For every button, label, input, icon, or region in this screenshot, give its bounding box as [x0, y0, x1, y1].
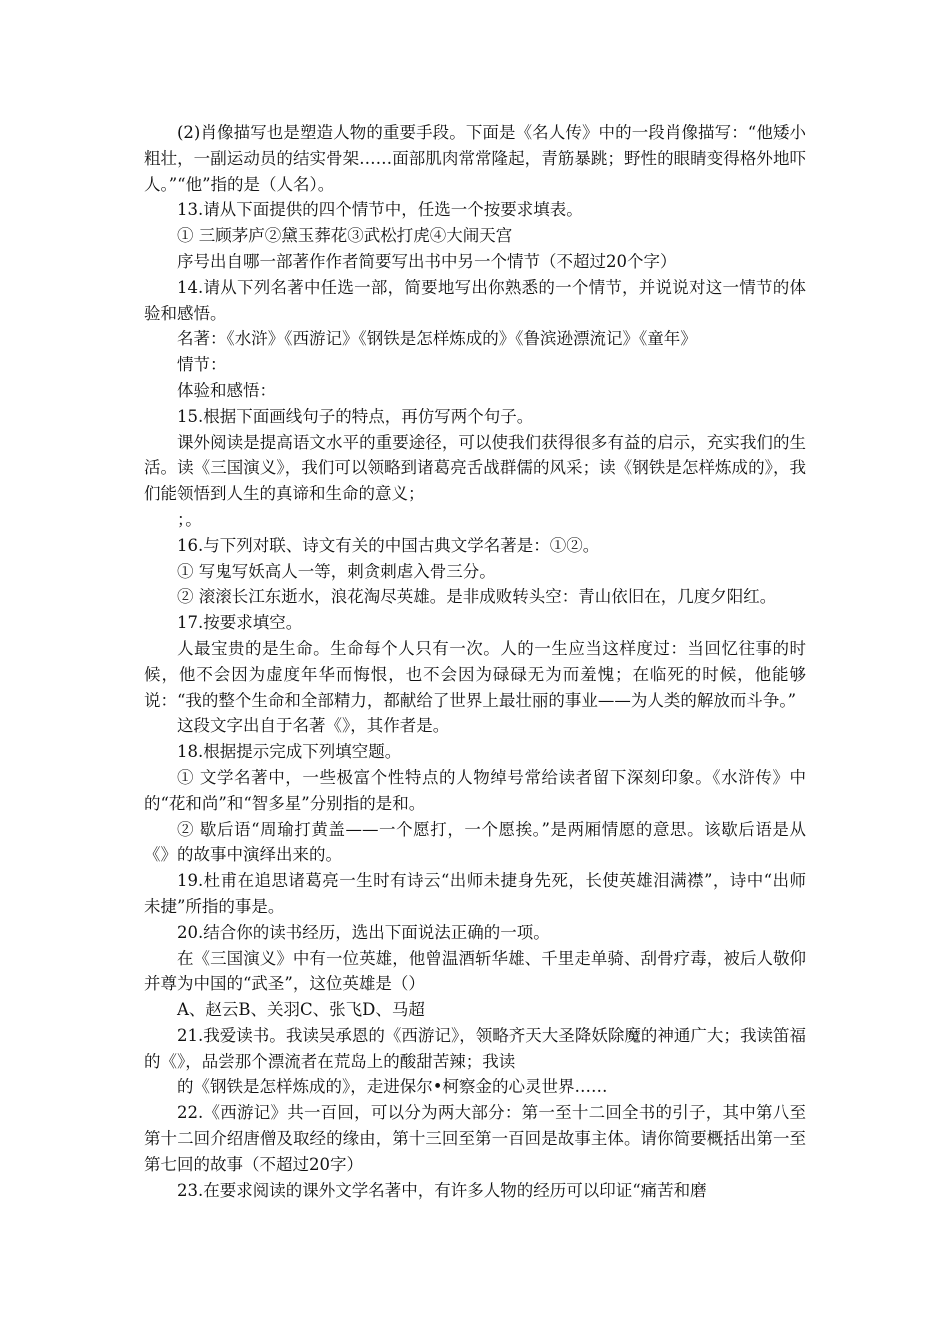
question-15-blank: ；。 [177, 509, 202, 529]
question-21: 21.我爱读书。我读吴承恩的《西游记》，领略齐天大圣降妖除魔的神通广大；我读笛福的《》，品尝那个漂流者在荒岛上的酸甜苦辣；我读 [144, 1025, 806, 1071]
question-14: 14.请从下列名著中任选一部，简要地写出你熟悉的一个情节，并说说对这一情节的体验和感悟。 [144, 277, 806, 323]
question-19: 19.杜甫在追思诸葛亮一生时有诗云“出师未捷身先死，长使英雄泪满襟”，诗中“出师未捷”所指的事是。 [144, 871, 806, 916]
question-14-books: 名著：《水浒》《西游记》《钢铁是怎样炼成的》《鲁滨逊漂流记》《童年》 [177, 329, 697, 349]
question-16-item-2: ② 滚滚长江东逝水，浪花淘尽英雄。是非成败转头空：青山依旧在，几度夕阳红。 [177, 587, 777, 607]
question-20-options: A、赵云B、关羽C、张飞D、马超 [177, 1000, 425, 1020]
question-17-passage: 人最宝贵的是生命。生命每个人只有一次。人的一生应当这样度过：当回忆往事的时候，他不会因为虚度年华而悔恨，也不会因为碌碌无为而羞愧；在临死的时候，他能够说：“我的整个生命和全部精力，都献给了世界上最壮丽的事业——为人类的解放而斗争。” [144, 638, 806, 710]
question-14-plot-label: 情节： [177, 355, 227, 375]
question-16: 16.与下列对联、诗文有关的中国古典文学名著是：①②。 [177, 535, 600, 555]
question-18: 18.根据提示完成下列填空题。 [177, 742, 402, 762]
question-22: 22.《西游记》共一百回，可以分为两大部分：第一至十二回全书的引子，其中第八至第十二回介绍唐僧及取经的缘由，第十三回至第一百回是故事主体。请你简要概括出第一至第七回的故事（不超过20字） [144, 1103, 806, 1174]
question-13: 13.请从下面提供的四个情节中，任选一个按要求填表。 [177, 200, 583, 220]
question-18-item-2: ② 歇后语“周瑜打黄盖——一个愿打，一个愿挨。”是两厢情愿的意思。该歇后语是从《》的故事中演绎出来的。 [144, 819, 806, 865]
question-20-stem: 在《三国演义》中有一位英雄，他曾温酒斩华雄、千里走单骑、刮骨疗毒，被后人敬仰并尊为中国的“武圣”，这位英雄是（） [144, 948, 806, 994]
question-16-item-1: ① 写鬼写妖高人一等，刺贪刺虐入骨三分。 [177, 561, 496, 581]
question-20: 20.结合你的读书经历，选出下面说法正确的一项。 [177, 922, 550, 942]
question-18-item-1: ① 文学名著中，一些极富个性特点的人物绰号常给读者留下深刻印象。《水浒传》中的“花和尚”和“智多星”分别指的是和。 [144, 767, 806, 813]
question-17: 17.按要求填空。 [177, 613, 303, 633]
question-13-options: ① 三顾茅庐②黛玉葬花③武松打虎④大闹天宫 [177, 226, 513, 246]
question-23: 23.在要求阅读的课外文学名著中，有许多人物的经历可以印证“痛苦和磨 [177, 1180, 707, 1200]
question-14-feeling-label: 体验和感悟： [177, 380, 276, 400]
question-13-table-header: 序号出自哪一部著作作者简要写出书中另一个情节（不超过20个字） [177, 251, 677, 271]
question-17-blank: 这段文字出自于名著《》，其作者是。 [177, 716, 450, 736]
paragraph-portrait: (2)肖像描写也是塑造人物的重要手段。下面是《名人传》中的一段肖像描写：“他矮小粗壮，一副运动员的结实骨架……面部肌肉常常隆起，青筋暴跳；野性的眼睛变得格外地吓人。”“他”指的是（人名）。 [144, 123, 806, 194]
question-21-continued: 的《钢铁是怎样炼成的》，走进保尔•柯察金的心灵世界…… [177, 1077, 608, 1097]
question-15-text: 课外阅读是提高语文水平的重要途径，可以使我们获得很多有益的启示，充实我们的生活。读《三国演义》，我们可以领略到诸葛亮舌战群儒的风采；读《钢铁是怎样炼成的》，我们能领悟到人生的真谛和生命的意义； [144, 432, 806, 504]
question-15: 15.根据下面画线句子的特点，再仿写两个句子。 [177, 406, 534, 426]
document-page [144, 120, 806, 1203]
